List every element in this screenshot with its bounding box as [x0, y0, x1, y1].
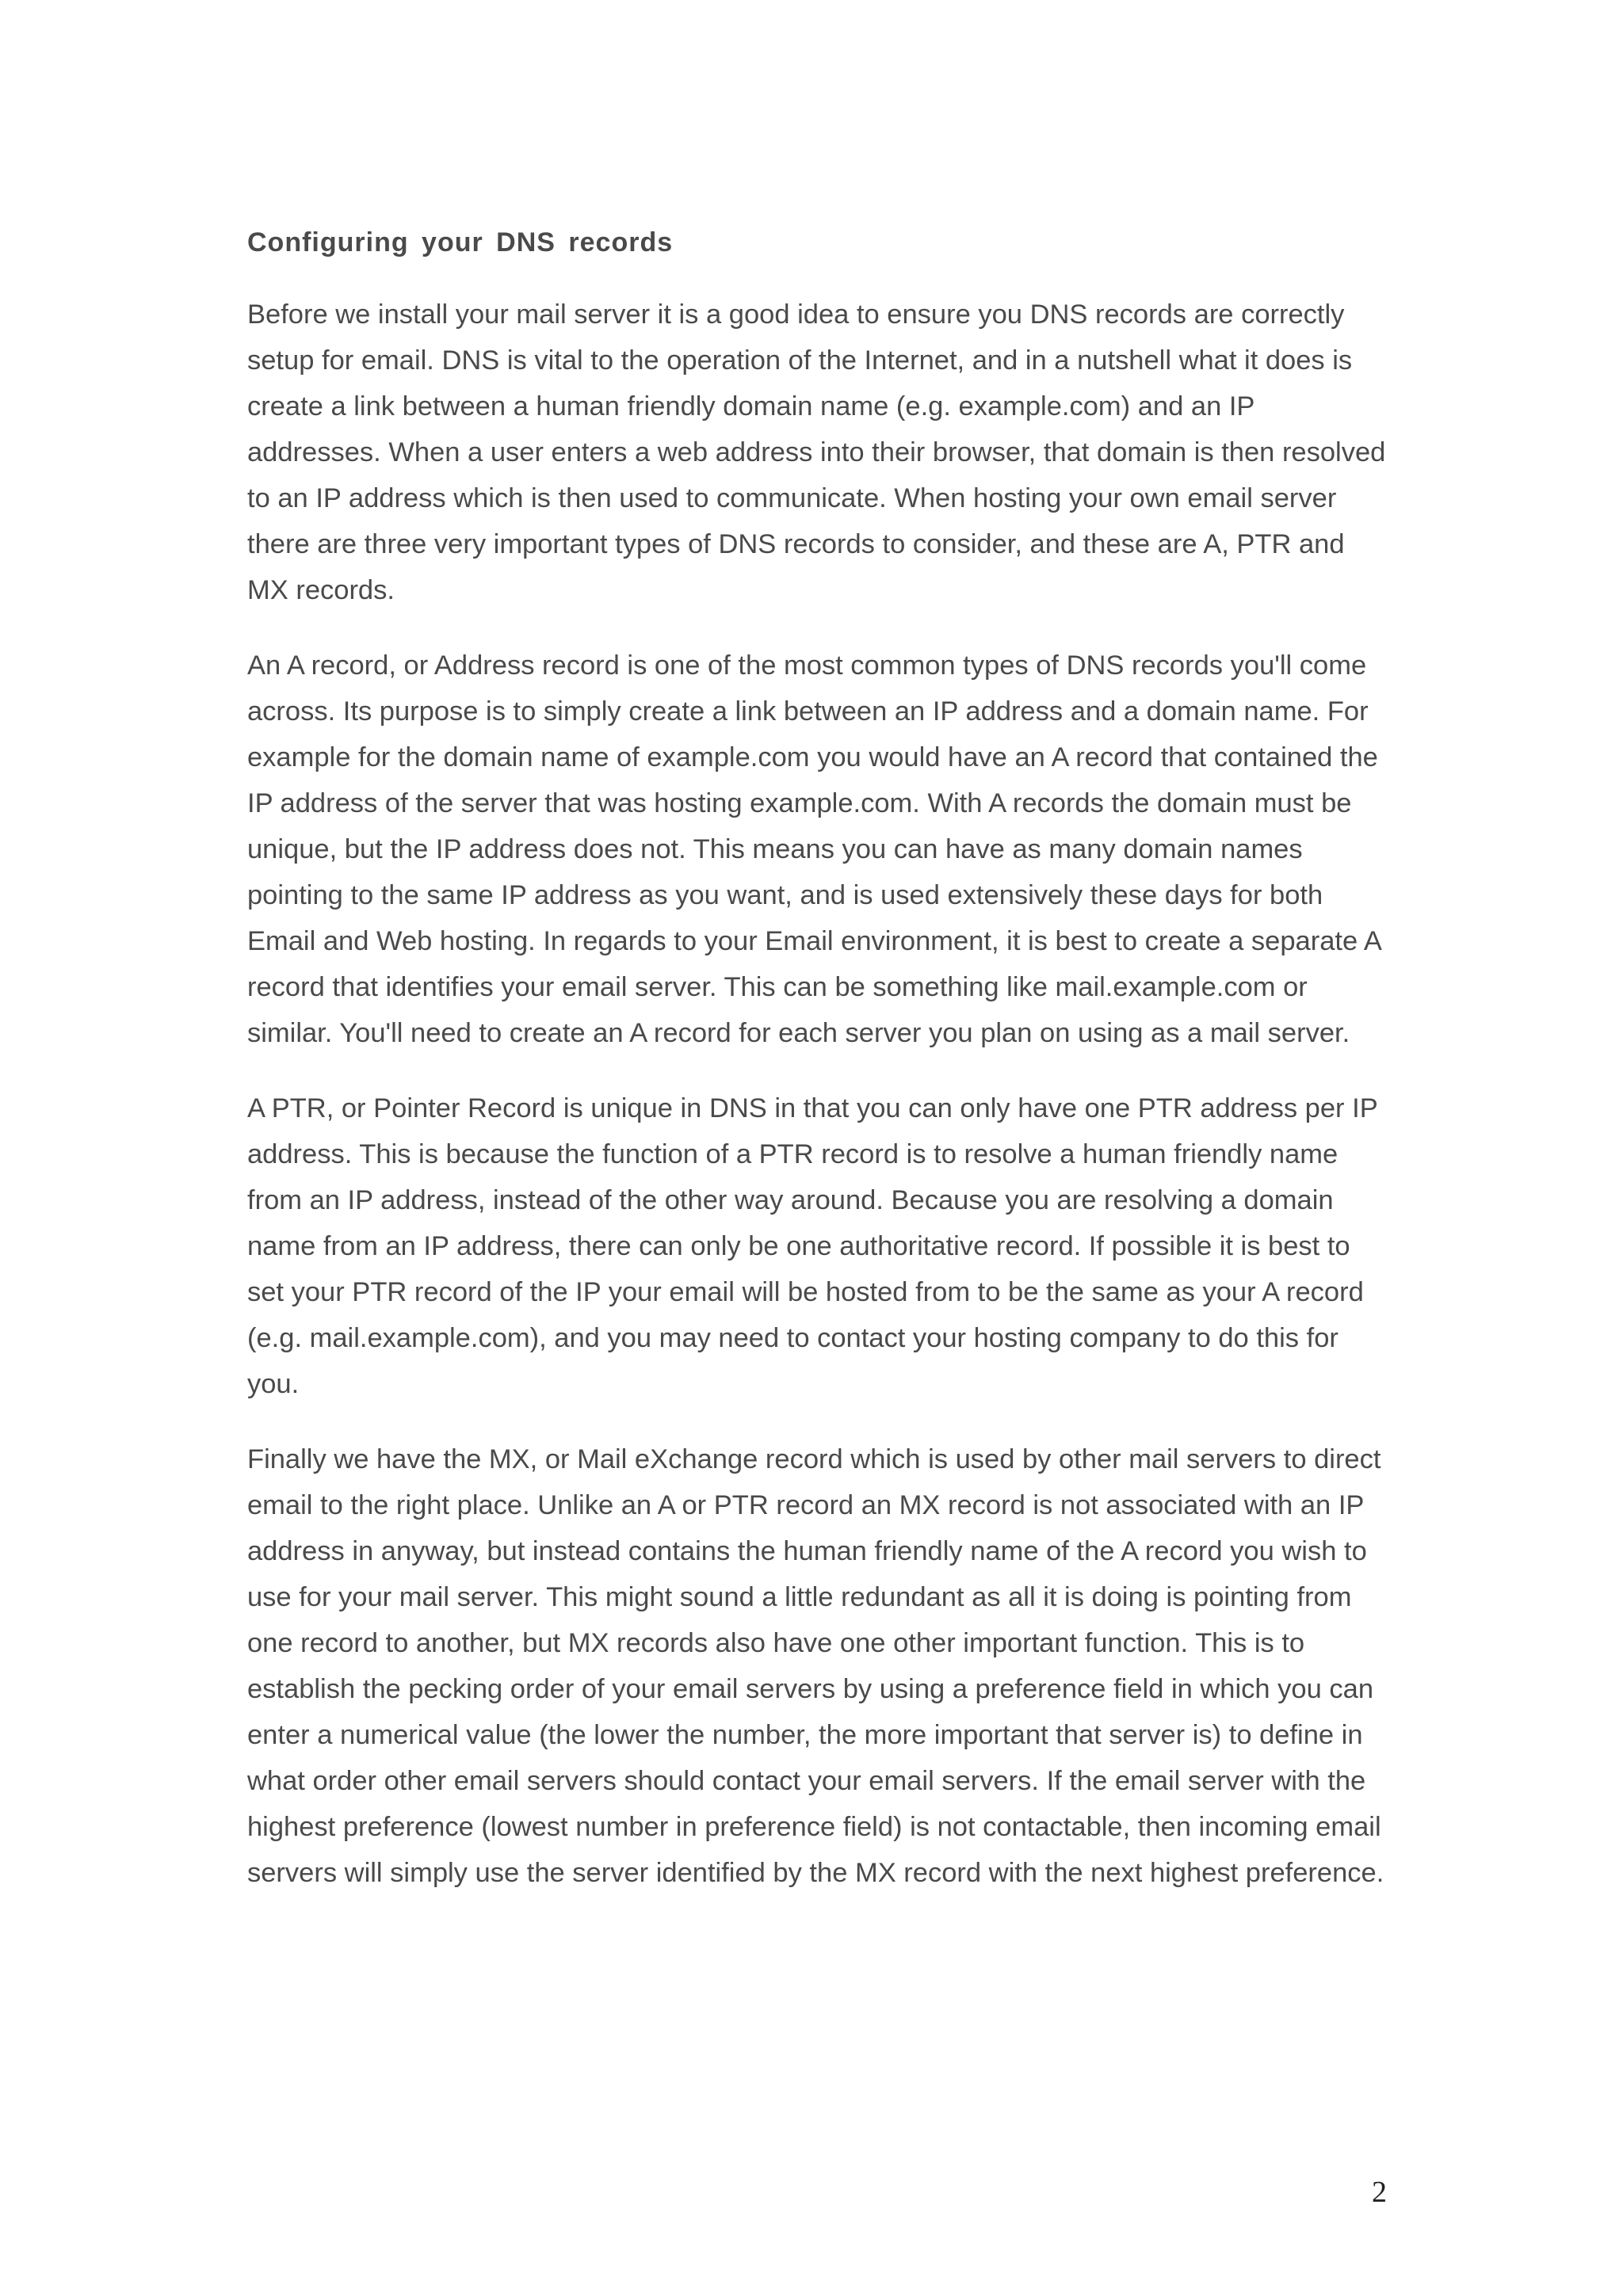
paragraph-a-record: An A record, or Address record is one of the most common types of DNS records you'll come across. Its purpose is to simply create a link between an IP address and a domain name. For example for the domain name of example.com you would have an A record that contained the IP address of the server that was hosting example.com. With A records the domain must be unique, but the IP address does not. This means you can have as many domain names pointing to the same IP address as you want, and is used extensively these days for both Email and Web hosting. In regards to your Email environment, it is best to create a separate A record that identifies your email server. This can be something like mail.example.com or similar. You'll need to create an A record for each server you plan on using as a mail server. [247, 650, 1381, 1048]
paragraph-dns-intro: Before we install your mail server it is a good idea to ensure you DNS records are correctly setup for email. DNS is vital to the operation of the Internet, and in a nutshell what it does is create a link between a human friendly domain name (e.g. example.com) and an IP addresses. When a user enters a web address into their browser, that domain is then resolved to an IP address which is then used to communicate. When hosting your own email server there are three very important types of DNS records to consider, and these are A, PTR and MX records. [247, 299, 1386, 605]
page-content [247, 223, 1388, 1925]
page-number: 2 [1372, 2176, 1387, 2209]
paragraph-mx-record: Finally we have the MX, or Mail eXchange record which is used by other mail servers to direct email to the right place. Unlike an A or PTR record an MX record is not associated with an IP address in anyway, but instead contains the human friendly name of the A record you wish to use for your mail server. This might sound a little redundant as all it is doing is pointing from one record to another, but MX records also have one other important function. This is to establish the pecking order of your email servers by using a preference field in which you can enter a numerical value (the lower the number, the more important that server is) to define in what order other email servers should contact your email servers. If the email server with the highest preference (lowest number in preference field) is not contactable, then incoming email servers will simply use the server identified by the MX record with the next highest preference. [247, 1444, 1384, 1888]
section-heading: Configuring your DNS records [247, 227, 674, 257]
paragraph-ptr-record: A PTR, or Pointer Record is unique in DNS in that you can only have one PTR address per IP address. This is because the function of a PTR record is to resolve a human friendly name from an IP address, instead of the other way around. Because you are resolving a domain name from an IP address, there can only be one authoritative record. If possible it is best to set your PTR record of the IP your email will be hosted from to be the same as your A record (e.g. mail.example.com), and you may need to contact your hosting company to do this for you. [247, 1093, 1378, 1399]
